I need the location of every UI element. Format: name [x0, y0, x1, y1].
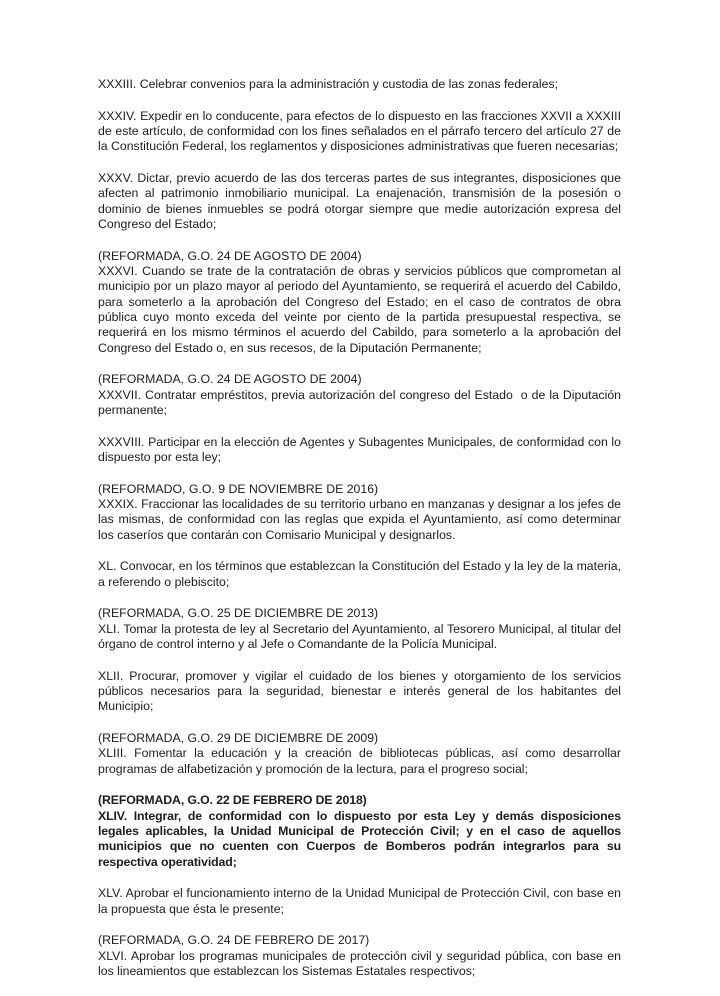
fraction-xli [98, 606, 621, 652]
fraction-xlv [98, 886, 621, 917]
fraction-xliii [98, 731, 621, 777]
fraction-xlvi [98, 933, 621, 979]
fraction-text: XXXIV. Expedir en lo conducente, para efectos de lo dispuesto en las fracciones XXVII a XXXIII de este artículo, de conformidad con los fines señalados en el párrafo tercero del artículo 27 de la Constitución Federal, los reglamentos y disposiciones administrativas que fueren necesarias; [98, 108, 621, 154]
fraction-xl [98, 559, 621, 590]
fraction-xxxiii [98, 77, 621, 92]
reform-note: (REFORMADA, G.O. 29 DE DICIEMBRE DE 2009) [98, 730, 379, 745]
reform-note: (REFORMADO, G.O. 9 DE NOVIEMBRE DE 2016) [98, 481, 379, 496]
reform-note: (REFORMADA, G.O. 24 DE AGOSTO DE 2004) [98, 372, 362, 387]
fraction-text: XLIII. Fomentar la educación y la creación de bibliotecas públicas, así como desarrollar programas de alfabetización y promoción de la lectura, para el progreso social; [98, 746, 621, 776]
fraction-xlii [98, 669, 621, 715]
fraction-xliv [98, 793, 621, 870]
fraction-xxxvii [98, 372, 625, 418]
fraction-text: XLV. Aprobar el funcionamiento interno de la Unidad Municipal de Protección Civil, con base en la propuesta que ésta le presente; [98, 886, 621, 916]
fraction-text: XLII. Procurar, promover y vigilar el cuidado de los bienes y otorgamiento de los servicios públicos necesarios para la seguridad, bienestar e interés general de los habitantes del Municipio; [98, 668, 621, 714]
fraction-text: XLI. Tomar la protesta de ley al Secretario del Ayuntamiento, al Tesorero Municipal, al titular del órgano de control interno y al Jefe o Comandante de la Policía Municipal. [98, 621, 621, 651]
fraction-xxxvi [98, 249, 621, 356]
fraction-xxxix [98, 482, 621, 543]
fraction-text: XXXVI. Cuando se trate de la contratación de obras y servicios públicos que comprometan al municipio por un plazo mayor al periodo del Ayuntamiento, se requerirá el acuerdo del Cabildo, para someterlo a la aprobación del Congreso del Estado; en el caso de contratos de obra pública cuyo monto exceda del veinte por ciento de la partida presupuestal respectiva, se requerirá en los mismo términos el acuerdo del Cabildo, para someterlo a la aprobación del Congreso del Estado o, en sus recesos, de la Diputación Permanente; [98, 263, 621, 355]
fraction-text: XLVI. Aprobar los programas municipales de protección civil y seguridad pública, con base en los lineamientos que establezcan los Sistemas Estatales respectivos; [98, 948, 621, 978]
fraction-text: XXXV. Dictar, previo acuerdo de las dos terceras partes de sus integrantes, disposiciones que afecten al patrimonio inmobiliario municipal. La enajenación, transmisión de la posesión o dominio de bienes inmuebles se podrá otorgar siempre que medie autorización expresa del Congreso del Estado; [98, 170, 621, 231]
fraction-text: XL. Convocar, en los términos que establezcan la Constitución del Estado y la ley de la materia, a referendo o plebiscito; [98, 559, 621, 589]
fraction-xxxviii [98, 435, 621, 466]
reform-note: (REFORMADA, G.O. 22 DE FEBRERO DE 2018) [98, 793, 367, 808]
fraction-xxxv [98, 171, 621, 232]
fraction-text: XXXVII. Contratar empréstitos, previa autorización del congreso del Estado o de la Diputación permanente; [98, 387, 625, 418]
fraction-text: XXXIX. Fraccionar las localidades de su territorio urbano en manzanas y designar a los jefes de las mismas, de conformidad con las reglas que expida el Ayuntamiento, así como determinar los caseríos que contarán con Comisario Municipal y designarlos. [98, 497, 621, 542]
fraction-text: XXXIII. Celebrar convenios para la administración y custodia de las zonas federales; [98, 77, 559, 91]
document-page [98, 77, 625, 996]
fraction-xxxiv [98, 109, 621, 155]
reform-note: (REFORMADA, G.O. 25 DE DICIEMBRE DE 2013) [98, 606, 379, 621]
reform-note: (REFORMADA, G.O. 24 DE FEBRERO DE 2017) [98, 933, 370, 948]
reform-note: (REFORMADA, G.O. 24 DE AGOSTO DE 2004) [98, 248, 362, 263]
fraction-text: XLIV. Integrar, de conformidad con lo dispuesto por esta Ley y demás disposiciones legales aplicables, la Unidad Municipal de Protección Civil; y en el caso de aquellos municipios que no cuenten con Cuerpos de Bomberos podrán integrarlos para su respectiva operatividad; [98, 808, 621, 869]
fraction-text: XXXVIII. Participar en la elección de Agentes y Subagentes Municipales, de conformidad con lo dispuesto por esta ley; [98, 434, 621, 465]
